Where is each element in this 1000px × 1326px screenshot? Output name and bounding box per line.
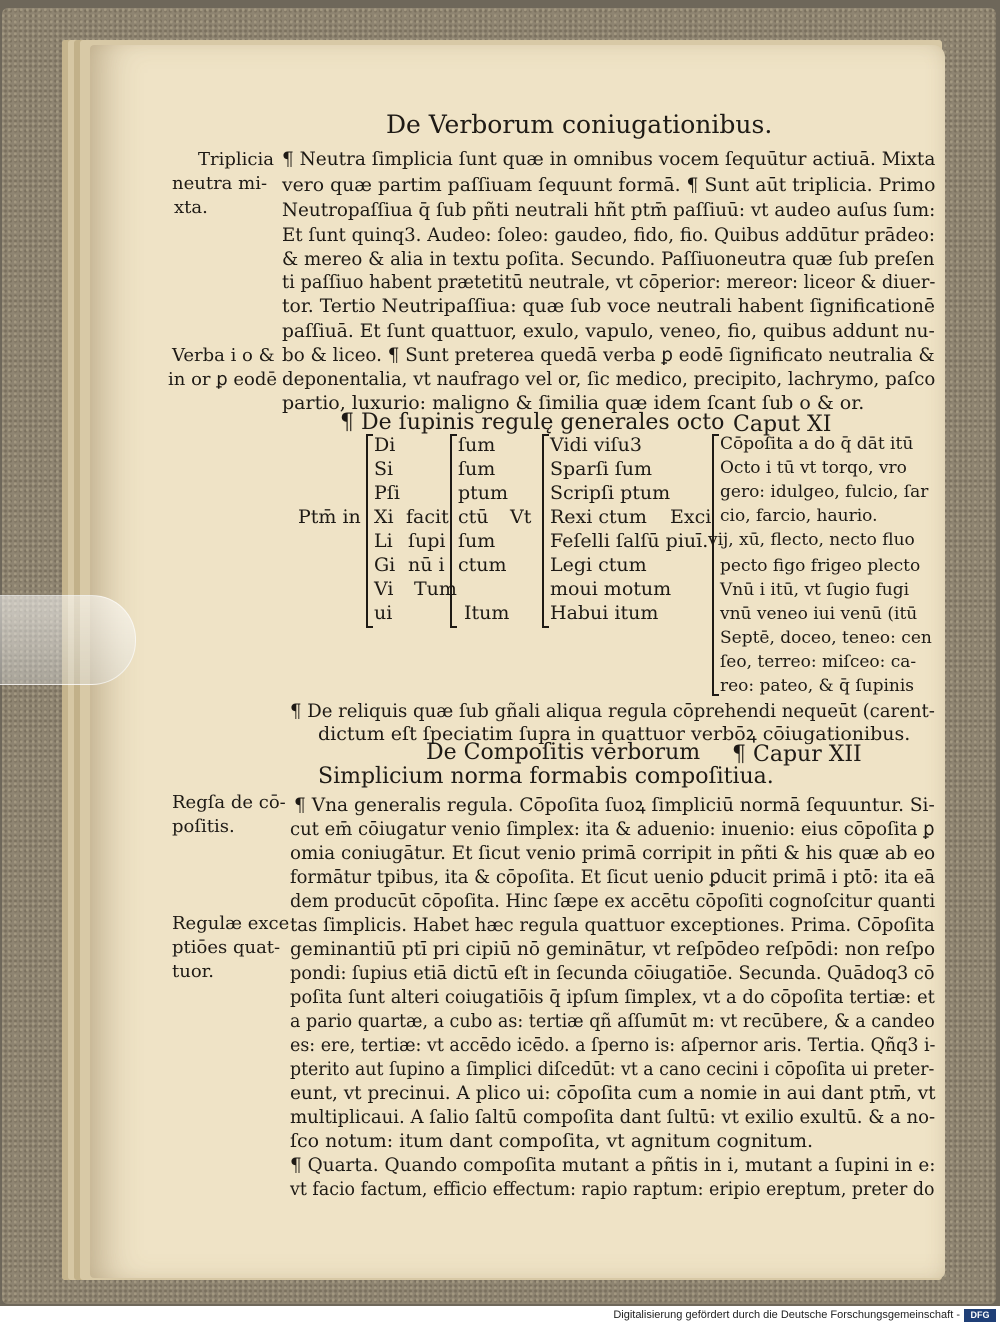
section-heading: De Compoſitis verborum (426, 740, 701, 765)
bracket (542, 434, 549, 628)
table-cell: vij, xū, flecto, necto fluo (708, 530, 915, 550)
table-cell: Cōpoſita a do q̄ dāt itū (720, 434, 914, 454)
section-subtitle: Simplicium norma formabis compoſitiua. (318, 764, 774, 789)
table-cell: Octo i tū vt torqo, vro (720, 458, 907, 478)
text-line: dictum eſt ſpeciatim ſupra in quattuor verbōꝝ cōiugationibus. (318, 723, 911, 745)
margin-note: poſitis. (172, 816, 235, 837)
table-cell: ctū (458, 506, 489, 528)
text-line: vt facio factum, efficio effectum: rapio raptum: eripio ereptum, preter do (290, 1178, 935, 1200)
text-line: multiplicaui. A ſalio ſaltū compoſita dant ſultū: vt exilio exultū. & a no- (290, 1106, 936, 1128)
table-cell: Di (374, 434, 396, 456)
margin-note: ptiōes quat- (172, 937, 281, 958)
text-line: dem producūt cōpoſita. Hinc ſæpe ex accētu cōpoſiti cognoſcitur quanti (290, 890, 936, 912)
text-line: poſita ſunt alteri coiugatiōis q̄ ipſum ſimplex, vt a do cōpoſita tertiæ: et (290, 986, 935, 1008)
table-cell: ctum (458, 554, 507, 576)
table-cell: ſum (458, 458, 496, 480)
margin-note: Regſa de cō- (172, 792, 286, 813)
table-cell: ptum (458, 482, 509, 504)
text-line: cut em̄ cōiugatur venio ſimplex: ita & aduenio: inuenio: eius cōpoſita ꝑ (290, 818, 935, 840)
margin-note: Triplicia (198, 149, 274, 170)
section-caput: ¶ Capur XII (732, 742, 862, 767)
margin-note: Verba i o & (172, 345, 275, 366)
text-line: tas ſimplicis. Habet hæc regula quattuor exceptiones. Prima. Cōpoſita (290, 914, 935, 936)
text-line: ¶ Neutra ſimplicia ſunt quæ in omnibus vocem ſequūtur actiuā. Mixta (282, 148, 936, 170)
table-cell: Itum (464, 602, 510, 624)
table-cell: Vidi viſu3 (550, 434, 642, 456)
bracket (366, 434, 373, 628)
text-line: bo & liceo. ¶ Sunt preterea quedā verba ꝑ eodē ſignificato neutralia & (282, 344, 935, 366)
table-label: Exci (670, 506, 712, 528)
text-line: deponentalia, vt naufrago vel or, ſic medico, precipito, lachrymo, paſco (282, 368, 936, 390)
table-label: facit (406, 506, 449, 528)
table-cell: cio, farcio, haurio. (720, 506, 878, 526)
table-label: ſupi (408, 530, 446, 552)
footer-bar (0, 1306, 1000, 1326)
text-line: pondi: ſupius etiā dictū eſt in ſecunda cōiugatiōe. Secunda. Quādoq3 cō (290, 962, 935, 984)
text-line: paſſiuā. Et ſunt quattuor, exulo, vapulo, veneo, fio, quibus addunt nu- (282, 320, 935, 342)
table-label: nū i (408, 554, 445, 576)
table-cell: Sparſi ſum (550, 458, 653, 480)
text-line: & mereo & alia in textu poſita. Secundo. Paſſiuoneutra quæ ſub preſen (282, 248, 935, 270)
funding-credit: Digitalisierung gefördert durch die Deutsche Forschungsgemeinschaft - (613, 1309, 960, 1321)
table-cell: Si (374, 458, 394, 480)
text-line: ti paſſiuo habent prætetitū neutrale, vt cōperior: mereor: liceor & diuer- (282, 271, 936, 293)
page-header: De Verborum coniugationibus. (386, 110, 773, 139)
section-heading: ¶ De ſupinis regulę generales octo (340, 410, 725, 435)
text-line: ¶ Vna generalis regula. Cōpoſita ſuoꝝ ſimpliciū normā ſequuntur. Si- (294, 794, 935, 816)
text-line: ¶ Quarta. Quando compoſita mutant a pñtis in i, mutant a ſupini in e: (290, 1154, 936, 1176)
table-cell: Septē, doceo, teneo: cen (720, 628, 932, 648)
table-cell: Feſelli ſalſū piuī. (550, 530, 709, 552)
text-line: ¶ De reliquis quæ ſub gñali aliqua regula cōprehendi nequeūt (carent- (290, 700, 935, 722)
dfg-logo: DFG (964, 1309, 996, 1322)
table-cell: Gi (374, 554, 396, 576)
table-cell: gero: idulgeo, fulcio, ſar (720, 482, 929, 502)
text-line: pterito aut ſupino a ſimplici diſcedūt: vt a cano cecini i cōpoſita ui preter- (290, 1058, 935, 1080)
margin-note: neutra mi- (172, 173, 268, 194)
text-line: omia coniugātur. Et ſicut venio primā corripit in pñti & his quæ ab eo (290, 842, 936, 864)
table-cell: ui (374, 602, 393, 624)
table-cell: moui motum (550, 578, 672, 600)
table-cell: Legi ctum (550, 554, 647, 576)
table-cell: pecto figo frigeo plecto (720, 556, 921, 576)
margin-note: tuor. (172, 961, 215, 982)
text-line: tor. Tertio Neutripaſſiua: quæ ſub voce neutrali habent ſignificationē (282, 295, 936, 317)
text-line: geminantiū ptī pri cipiū nō geminātur, vt reſpōdeo reſpōdi: non reſpo (290, 938, 936, 960)
table-cell: Vi (374, 578, 394, 600)
section-caput: Caput XI (733, 412, 832, 437)
table-cell: Habui itum (550, 602, 659, 624)
margin-note: xta. (174, 197, 208, 218)
text-line: es: ere, tertiæ: vt accēdo icēdo. a ſperno is: aſpernor aris. Tertia. Qñq3 i- (290, 1034, 936, 1056)
bracket (712, 434, 719, 696)
text-line: ſco notum: itum dant compoſita, vt agnitum cognitum. (290, 1130, 814, 1152)
table-cell: vnū veneo iui venū (itū (720, 604, 918, 624)
text-line: Neutropaſſiua q̄ ſub pñti neutrali hñt ptm̄ paſſiuū: vt audeo auſus ſum: (282, 199, 936, 221)
table-cell: ſum (458, 530, 496, 552)
text-line: partio, luxurio: maligno & ſimilia quæ idem ſcant ſub o & or. (282, 392, 865, 414)
table-cell: Scripſi ptum (550, 482, 671, 504)
table-cell: Pſi (374, 482, 400, 504)
text-line: eunt, vt precinui. A plico ui: cōpoſita cum a nomie in aui dant ptm̄, vt (290, 1082, 936, 1104)
text-line: vero quæ partim paſſiuam ſequunt formā. ¶ Sunt aūt triplicia. Primo (282, 174, 936, 196)
table-cell: ſum (458, 434, 496, 456)
table-cell: Tum (414, 578, 457, 600)
table-cell: Li (374, 530, 393, 552)
table-cell: Rexi ctum (550, 506, 647, 528)
table-label: Ptm̄ in (298, 506, 361, 528)
page-clip (0, 595, 136, 685)
margin-note: in or ꝑ eodē (168, 369, 278, 390)
table-cell: reo: pateo, & q̄ ſupinis (720, 676, 914, 696)
table-cell: Xi (374, 506, 394, 528)
margin-note: Regulæ exce (172, 913, 290, 934)
table-label: Vt (510, 506, 532, 528)
text-line: Et ſunt quinq3. Audeo: ſoleo: gaudeo, fido, fio. Quibus addūtur prādeo: (282, 224, 936, 246)
table-cell: ſeo, terreo: miſceo: ca- (720, 652, 917, 672)
text-line: a pario quartæ, a cubo as: tertiæ qñ aſſumūt m: vt recūbere, & a candeo (290, 1010, 935, 1032)
text-line: formātur tpibus, ita & cōpoſita. Et ſicut uenio ꝑducit primā i ptō: ita eā (290, 866, 936, 888)
table-cell: Vnū i itū, vt ſugio fugi (720, 580, 910, 600)
